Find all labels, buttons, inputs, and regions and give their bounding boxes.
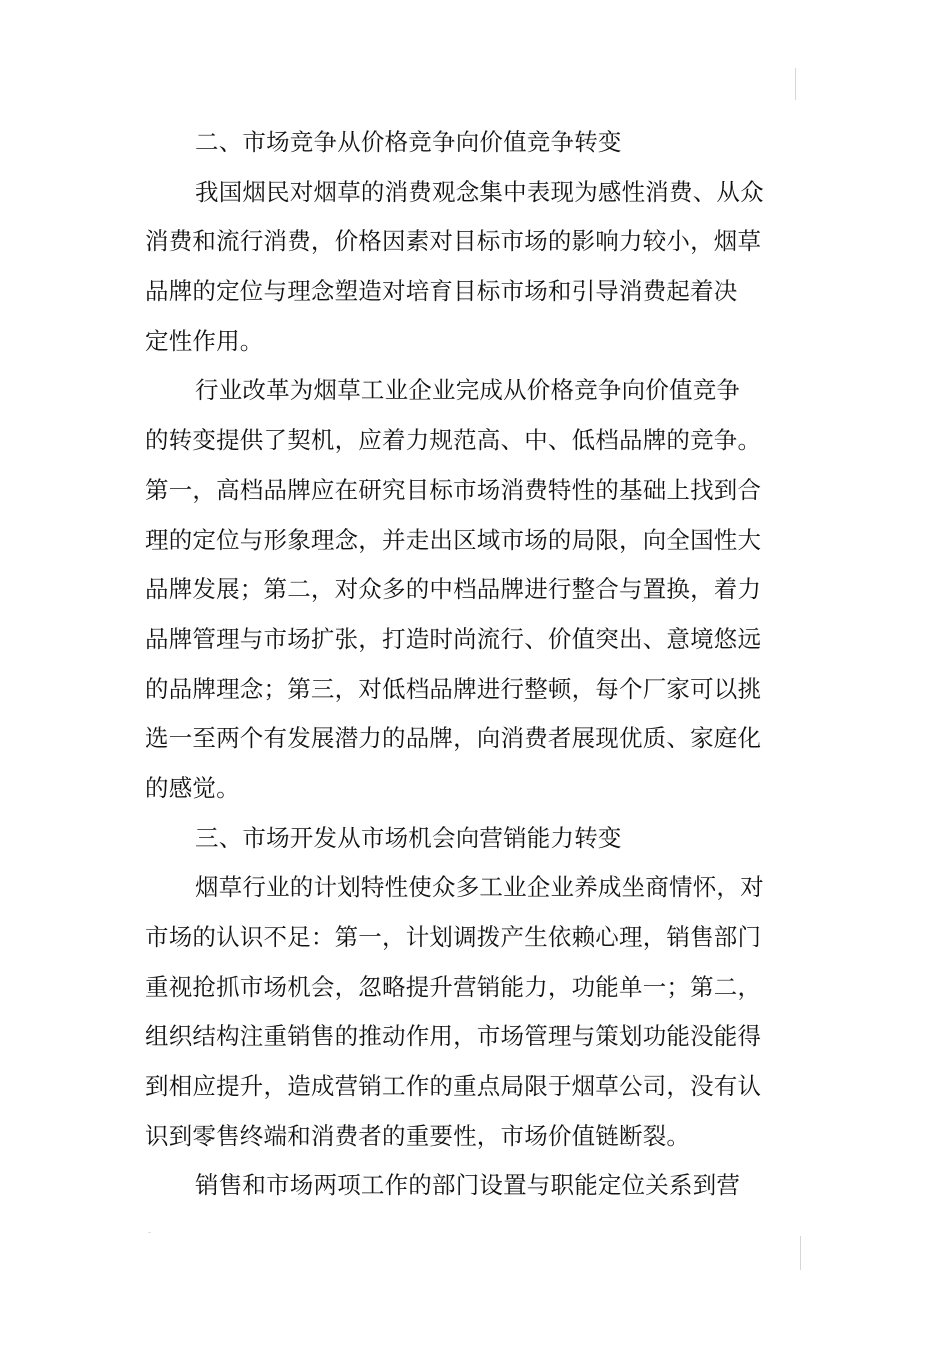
section-heading-2: 二、市场竞争从价格竞争向价值竞争转变 bbox=[195, 128, 622, 156]
paragraph-line: 第一，高档品牌应在研究目标市场消费特性的基础上找到合 bbox=[145, 475, 762, 504]
page-edge-mark-top bbox=[795, 68, 796, 100]
paragraph-line: 品牌发展；第二，对众多的中档品牌进行整合与置换，着力 bbox=[145, 575, 762, 604]
page-edge-mark-dot bbox=[148, 1232, 151, 1233]
paragraph-line: 的转变提供了契机，应着力规范高、中、低档品牌的竞争。 bbox=[145, 426, 762, 455]
paragraph-line: 我国烟民对烟草的消费观念集中表现为感性消费、从众 bbox=[195, 177, 764, 206]
paragraph-line: 识到零售终端和消费者的重要性，市场价值链断裂。 bbox=[145, 1121, 691, 1150]
paragraph-line: 组织结构注重销售的推动作用，市场管理与策划功能没能得 bbox=[145, 1022, 762, 1051]
page-edge-mark-bottom bbox=[800, 1236, 801, 1270]
paragraph-line: 品牌管理与市场扩张，打造时尚流行、价值突出、意境悠远 bbox=[145, 624, 762, 653]
paragraph-line: 重视抢抓市场机会，忽略提升营销能力，功能单一；第二， bbox=[145, 972, 762, 1001]
paragraph-line: 到相应提升，造成营销工作的重点局限于烟草公司，没有认 bbox=[145, 1072, 762, 1101]
paragraph-line: 行业改革为烟草工业企业完成从价格竞争向价值竞争 bbox=[195, 376, 741, 405]
paragraph-line: 的品牌理念；第三，对低档品牌进行整顿，每个厂家可以挑 bbox=[145, 674, 762, 703]
paragraph-line: 消费和流行消费，价格因素对目标市场的影响力较小，烟草 bbox=[145, 227, 762, 256]
paragraph-line: 理的定位与形象理念，并走出区域市场的局限，向全国性大 bbox=[145, 525, 762, 554]
document-body bbox=[145, 118, 764, 1211]
section-heading-3: 三、市场开发从市场机会向营销能力转变 bbox=[195, 823, 622, 852]
paragraph-line: 的感觉。 bbox=[145, 773, 240, 802]
paragraph-line: 品牌的定位与理念塑造对培育目标市场和引导消费起着决 bbox=[145, 277, 738, 306]
paragraph-line: 烟草行业的计划特性使众多工业企业养成坐商情怀，对 bbox=[195, 873, 764, 902]
paragraph-line: 市场的认识不足：第一，计划调拨产生依赖心理，销售部门 bbox=[145, 923, 762, 951]
paragraph-line: 销售和市场两项工作的部门设置与职能定位关系到营 bbox=[195, 1171, 741, 1200]
paragraph-line: 定性作用。 bbox=[145, 326, 264, 355]
paragraph-line: 选一至两个有发展潜力的品牌，向消费者展现优质、家庭化 bbox=[145, 724, 762, 753]
